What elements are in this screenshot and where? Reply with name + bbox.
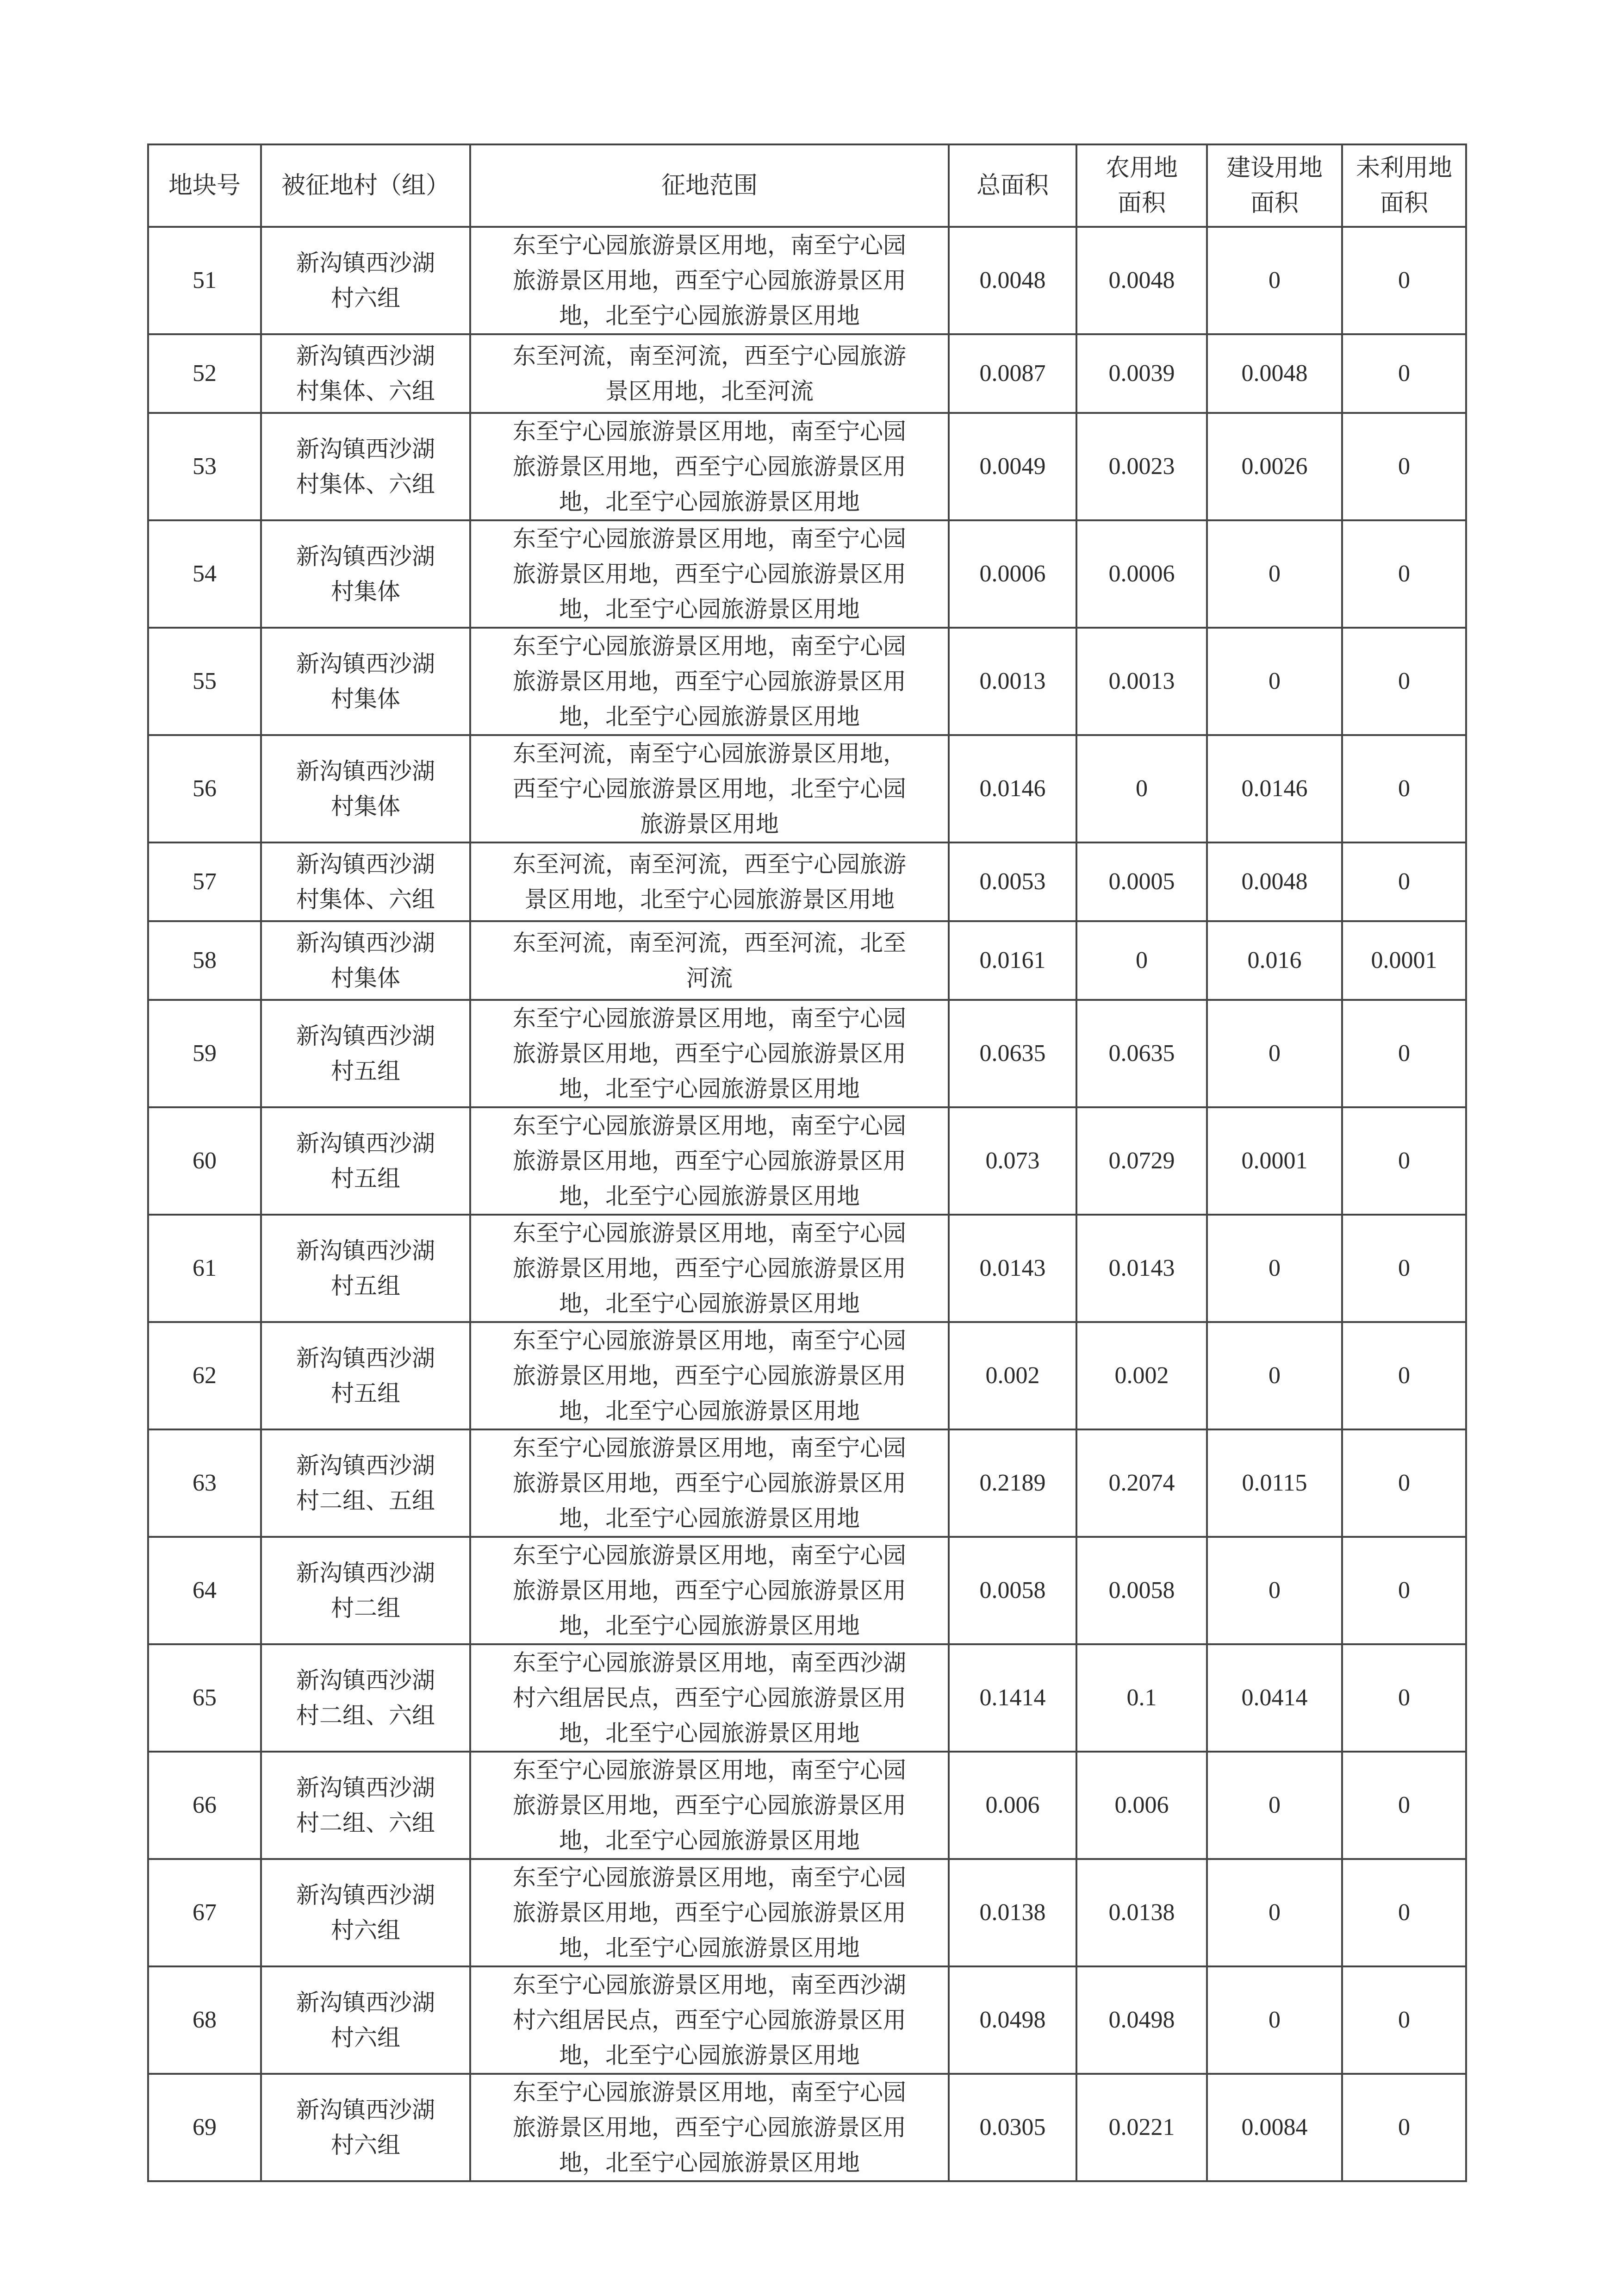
table-row (148, 1752, 1466, 1859)
cell-village: 新沟镇西沙湖 村六组 (261, 227, 470, 334)
cell-block-no: 63 (148, 1429, 261, 1537)
cell-block-no: 64 (148, 1537, 261, 1644)
cell-unused-area: 0 (1342, 520, 1466, 628)
cell-farm-area: 0.0138 (1076, 1859, 1207, 1966)
cell-unused-area: 0 (1342, 1429, 1466, 1537)
table-row (148, 1859, 1466, 1966)
cell-block-no: 60 (148, 1107, 261, 1215)
cell-range: 东至宁心园旅游景区用地，南至宁心园 旅游景区用地，西至宁心园旅游景区用 地，北至宁心园旅游景区用地 (470, 1429, 949, 1537)
cell-build-area: 0 (1207, 1000, 1342, 1107)
cell-range: 东至宁心园旅游景区用地，南至宁心园 旅游景区用地，西至宁心园旅游景区用 地，北至宁心园旅游景区用地 (470, 1107, 949, 1215)
cell-village: 新沟镇西沙湖 村集体、六组 (261, 413, 470, 520)
header-build-area: 建设用地 面积 (1207, 144, 1342, 227)
cell-total-area: 0.0498 (949, 1966, 1076, 2074)
cell-unused-area: 0 (1342, 628, 1466, 735)
table-row (148, 1000, 1466, 1107)
cell-build-area: 0.0026 (1207, 413, 1342, 520)
cell-unused-area: 0 (1342, 1000, 1466, 1107)
header-village: 被征地村（组） (261, 144, 470, 227)
cell-total-area: 0.0087 (949, 334, 1076, 413)
cell-farm-area: 0.0143 (1076, 1215, 1207, 1322)
cell-unused-area: 0 (1342, 227, 1466, 334)
cell-build-area: 0.016 (1207, 921, 1342, 1000)
table-row (148, 628, 1466, 735)
cell-village: 新沟镇西沙湖 村集体 (261, 921, 470, 1000)
cell-unused-area: 0 (1342, 842, 1466, 921)
cell-unused-area: 0 (1342, 1966, 1466, 2074)
cell-unused-area: 0 (1342, 1752, 1466, 1859)
cell-farm-area: 0.2074 (1076, 1429, 1207, 1537)
cell-farm-area: 0 (1076, 735, 1207, 842)
cell-unused-area: 0 (1342, 735, 1466, 842)
cell-block-no: 66 (148, 1752, 261, 1859)
cell-build-area: 0 (1207, 1752, 1342, 1859)
cell-unused-area: 0 (1342, 1859, 1466, 1966)
cell-build-area: 0 (1207, 1215, 1342, 1322)
table-body (148, 227, 1466, 2181)
cell-block-no: 56 (148, 735, 261, 842)
header-block-no: 地块号 (148, 144, 261, 227)
cell-village: 新沟镇西沙湖 村五组 (261, 1322, 470, 1429)
cell-block-no: 61 (148, 1215, 261, 1322)
cell-build-area: 0.0001 (1207, 1107, 1342, 1215)
cell-total-area: 0.0049 (949, 413, 1076, 520)
table-row (148, 1429, 1466, 1537)
cell-farm-area: 0.1 (1076, 1644, 1207, 1752)
cell-village: 新沟镇西沙湖 村六组 (261, 1859, 470, 1966)
cell-unused-area: 0 (1342, 334, 1466, 413)
cell-range: 东至河流，南至河流，西至宁心园旅游 景区用地，北至宁心园旅游景区用地 (470, 842, 949, 921)
cell-farm-area: 0.0058 (1076, 1537, 1207, 1644)
cell-build-area: 0.0115 (1207, 1429, 1342, 1537)
cell-block-no: 57 (148, 842, 261, 921)
cell-village: 新沟镇西沙湖 村二组、六组 (261, 1752, 470, 1859)
cell-block-no: 51 (148, 227, 261, 334)
cell-build-area: 0.0048 (1207, 334, 1342, 413)
cell-build-area: 0.0084 (1207, 2074, 1342, 2181)
cell-unused-area: 0 (1342, 2074, 1466, 2181)
cell-block-no: 68 (148, 1966, 261, 2074)
cell-range: 东至宁心园旅游景区用地，南至宁心园 旅游景区用地，西至宁心园旅游景区用 地，北至宁心园旅游景区用地 (470, 1537, 949, 1644)
cell-farm-area: 0.006 (1076, 1752, 1207, 1859)
cell-total-area: 0.0013 (949, 628, 1076, 735)
cell-block-no: 54 (148, 520, 261, 628)
cell-total-area: 0.1414 (949, 1644, 1076, 1752)
cell-total-area: 0.073 (949, 1107, 1076, 1215)
table-row (148, 1537, 1466, 1644)
cell-unused-area: 0.0001 (1342, 921, 1466, 1000)
table-header-row (148, 144, 1466, 227)
table-row (148, 334, 1466, 413)
cell-village: 新沟镇西沙湖 村二组 (261, 1537, 470, 1644)
cell-build-area: 0 (1207, 628, 1342, 735)
table-row (148, 227, 1466, 334)
cell-total-area: 0.0006 (949, 520, 1076, 628)
cell-farm-area: 0.0039 (1076, 334, 1207, 413)
cell-farm-area: 0.0498 (1076, 1966, 1207, 2074)
cell-total-area: 0.0048 (949, 227, 1076, 334)
table-row (148, 520, 1466, 628)
cell-village: 新沟镇西沙湖 村六组 (261, 1966, 470, 2074)
header-total-area: 总面积 (949, 144, 1076, 227)
header-range: 征地范围 (470, 144, 949, 227)
cell-village: 新沟镇西沙湖 村集体 (261, 628, 470, 735)
cell-total-area: 0.0146 (949, 735, 1076, 842)
cell-total-area: 0.002 (949, 1322, 1076, 1429)
cell-range: 东至宁心园旅游景区用地，南至宁心园 旅游景区用地，西至宁心园旅游景区用 地，北至宁心园旅游景区用地 (470, 1322, 949, 1429)
cell-farm-area: 0.0023 (1076, 413, 1207, 520)
table-row (148, 1215, 1466, 1322)
cell-build-area: 0 (1207, 1322, 1342, 1429)
cell-range: 东至河流，南至河流，西至河流，北至 河流 (470, 921, 949, 1000)
cell-range: 东至宁心园旅游景区用地，南至宁心园 旅游景区用地，西至宁心园旅游景区用 地，北至宁心园旅游景区用地 (470, 1859, 949, 1966)
cell-farm-area: 0.002 (1076, 1322, 1207, 1429)
cell-block-no: 69 (148, 2074, 261, 2181)
cell-build-area: 0.0146 (1207, 735, 1342, 842)
cell-build-area: 0 (1207, 227, 1342, 334)
cell-total-area: 0.0138 (949, 1859, 1076, 1966)
cell-block-no: 65 (148, 1644, 261, 1752)
cell-village: 新沟镇西沙湖 村五组 (261, 1215, 470, 1322)
cell-range: 东至宁心园旅游景区用地，南至西沙湖 村六组居民点，西至宁心园旅游景区用 地，北至宁心园旅游景区用地 (470, 1966, 949, 2074)
cell-unused-area: 0 (1342, 1322, 1466, 1429)
table-row (148, 413, 1466, 520)
cell-block-no: 58 (148, 921, 261, 1000)
cell-total-area: 0.0053 (949, 842, 1076, 921)
table-row (148, 735, 1466, 842)
cell-build-area: 0.0414 (1207, 1644, 1342, 1752)
cell-unused-area: 0 (1342, 1537, 1466, 1644)
cell-total-area: 0.006 (949, 1752, 1076, 1859)
cell-unused-area: 0 (1342, 1107, 1466, 1215)
cell-farm-area: 0.0013 (1076, 628, 1207, 735)
cell-build-area: 0 (1207, 1966, 1342, 2074)
cell-range: 东至宁心园旅游景区用地，南至宁心园 旅游景区用地，西至宁心园旅游景区用 地，北至宁心园旅游景区用地 (470, 1752, 949, 1859)
cell-range: 东至河流，南至宁心园旅游景区用地， 西至宁心园旅游景区用地，北至宁心园 旅游景区用地 (470, 735, 949, 842)
cell-unused-area: 0 (1342, 1644, 1466, 1752)
cell-range: 东至宁心园旅游景区用地，南至宁心园 旅游景区用地，西至宁心园旅游景区用 地，北至宁心园旅游景区用地 (470, 227, 949, 334)
cell-farm-area: 0.0221 (1076, 2074, 1207, 2181)
header-unused-area: 未利用地 面积 (1342, 144, 1466, 227)
cell-total-area: 0.0635 (949, 1000, 1076, 1107)
cell-village: 新沟镇西沙湖 村集体 (261, 520, 470, 628)
cell-block-no: 59 (148, 1000, 261, 1107)
cell-farm-area: 0.0048 (1076, 227, 1207, 334)
cell-range: 东至河流，南至河流，西至宁心园旅游 景区用地，北至河流 (470, 334, 949, 413)
cell-village: 新沟镇西沙湖 村集体、六组 (261, 842, 470, 921)
cell-farm-area: 0.0006 (1076, 520, 1207, 628)
cell-village: 新沟镇西沙湖 村集体 (261, 735, 470, 842)
cell-build-area: 0 (1207, 1537, 1342, 1644)
table-row (148, 1107, 1466, 1215)
cell-build-area: 0.0048 (1207, 842, 1342, 921)
land-acquisition-table (147, 144, 1467, 2182)
cell-range: 东至宁心园旅游景区用地，南至宁心园 旅游景区用地，西至宁心园旅游景区用 地，北至宁心园旅游景区用地 (470, 628, 949, 735)
cell-village: 新沟镇西沙湖 村五组 (261, 1107, 470, 1215)
cell-block-no: 55 (148, 628, 261, 735)
cell-range: 东至宁心园旅游景区用地，南至宁心园 旅游景区用地，西至宁心园旅游景区用 地，北至宁心园旅游景区用地 (470, 1215, 949, 1322)
cell-block-no: 67 (148, 1859, 261, 1966)
cell-build-area: 0 (1207, 520, 1342, 628)
cell-block-no: 53 (148, 413, 261, 520)
cell-range: 东至宁心园旅游景区用地，南至宁心园 旅游景区用地，西至宁心园旅游景区用 地，北至宁心园旅游景区用地 (470, 413, 949, 520)
cell-village: 新沟镇西沙湖 村五组 (261, 1000, 470, 1107)
cell-farm-area: 0.0635 (1076, 1000, 1207, 1107)
table-row (148, 842, 1466, 921)
table-row (148, 1966, 1466, 2074)
cell-range: 东至宁心园旅游景区用地，南至宁心园 旅游景区用地，西至宁心园旅游景区用 地，北至宁心园旅游景区用地 (470, 520, 949, 628)
cell-total-area: 0.0143 (949, 1215, 1076, 1322)
land-acquisition-table-page (147, 144, 1465, 2182)
cell-unused-area: 0 (1342, 413, 1466, 520)
cell-unused-area: 0 (1342, 1215, 1466, 1322)
cell-block-no: 62 (148, 1322, 261, 1429)
cell-total-area: 0.0058 (949, 1537, 1076, 1644)
cell-total-area: 0.2189 (949, 1429, 1076, 1537)
table-row (148, 1322, 1466, 1429)
cell-farm-area: 0 (1076, 921, 1207, 1000)
cell-farm-area: 0.0729 (1076, 1107, 1207, 1215)
cell-range: 东至宁心园旅游景区用地，南至宁心园 旅游景区用地，西至宁心园旅游景区用 地，北至宁心园旅游景区用地 (470, 2074, 949, 2181)
cell-total-area: 0.0305 (949, 2074, 1076, 2181)
cell-village: 新沟镇西沙湖 村六组 (261, 2074, 470, 2181)
cell-village: 新沟镇西沙湖 村集体、六组 (261, 334, 470, 413)
cell-village: 新沟镇西沙湖 村二组、六组 (261, 1644, 470, 1752)
table-row (148, 2074, 1466, 2181)
table-row (148, 1644, 1466, 1752)
header-farm-area: 农用地 面积 (1076, 144, 1207, 227)
cell-farm-area: 0.0005 (1076, 842, 1207, 921)
cell-range: 东至宁心园旅游景区用地，南至宁心园 旅游景区用地，西至宁心园旅游景区用 地，北至宁心园旅游景区用地 (470, 1000, 949, 1107)
cell-range: 东至宁心园旅游景区用地，南至西沙湖 村六组居民点，西至宁心园旅游景区用 地，北至宁心园旅游景区用地 (470, 1644, 949, 1752)
table-row (148, 921, 1466, 1000)
cell-block-no: 52 (148, 334, 261, 413)
cell-village: 新沟镇西沙湖 村二组、五组 (261, 1429, 470, 1537)
cell-build-area: 0 (1207, 1859, 1342, 1966)
cell-total-area: 0.0161 (949, 921, 1076, 1000)
